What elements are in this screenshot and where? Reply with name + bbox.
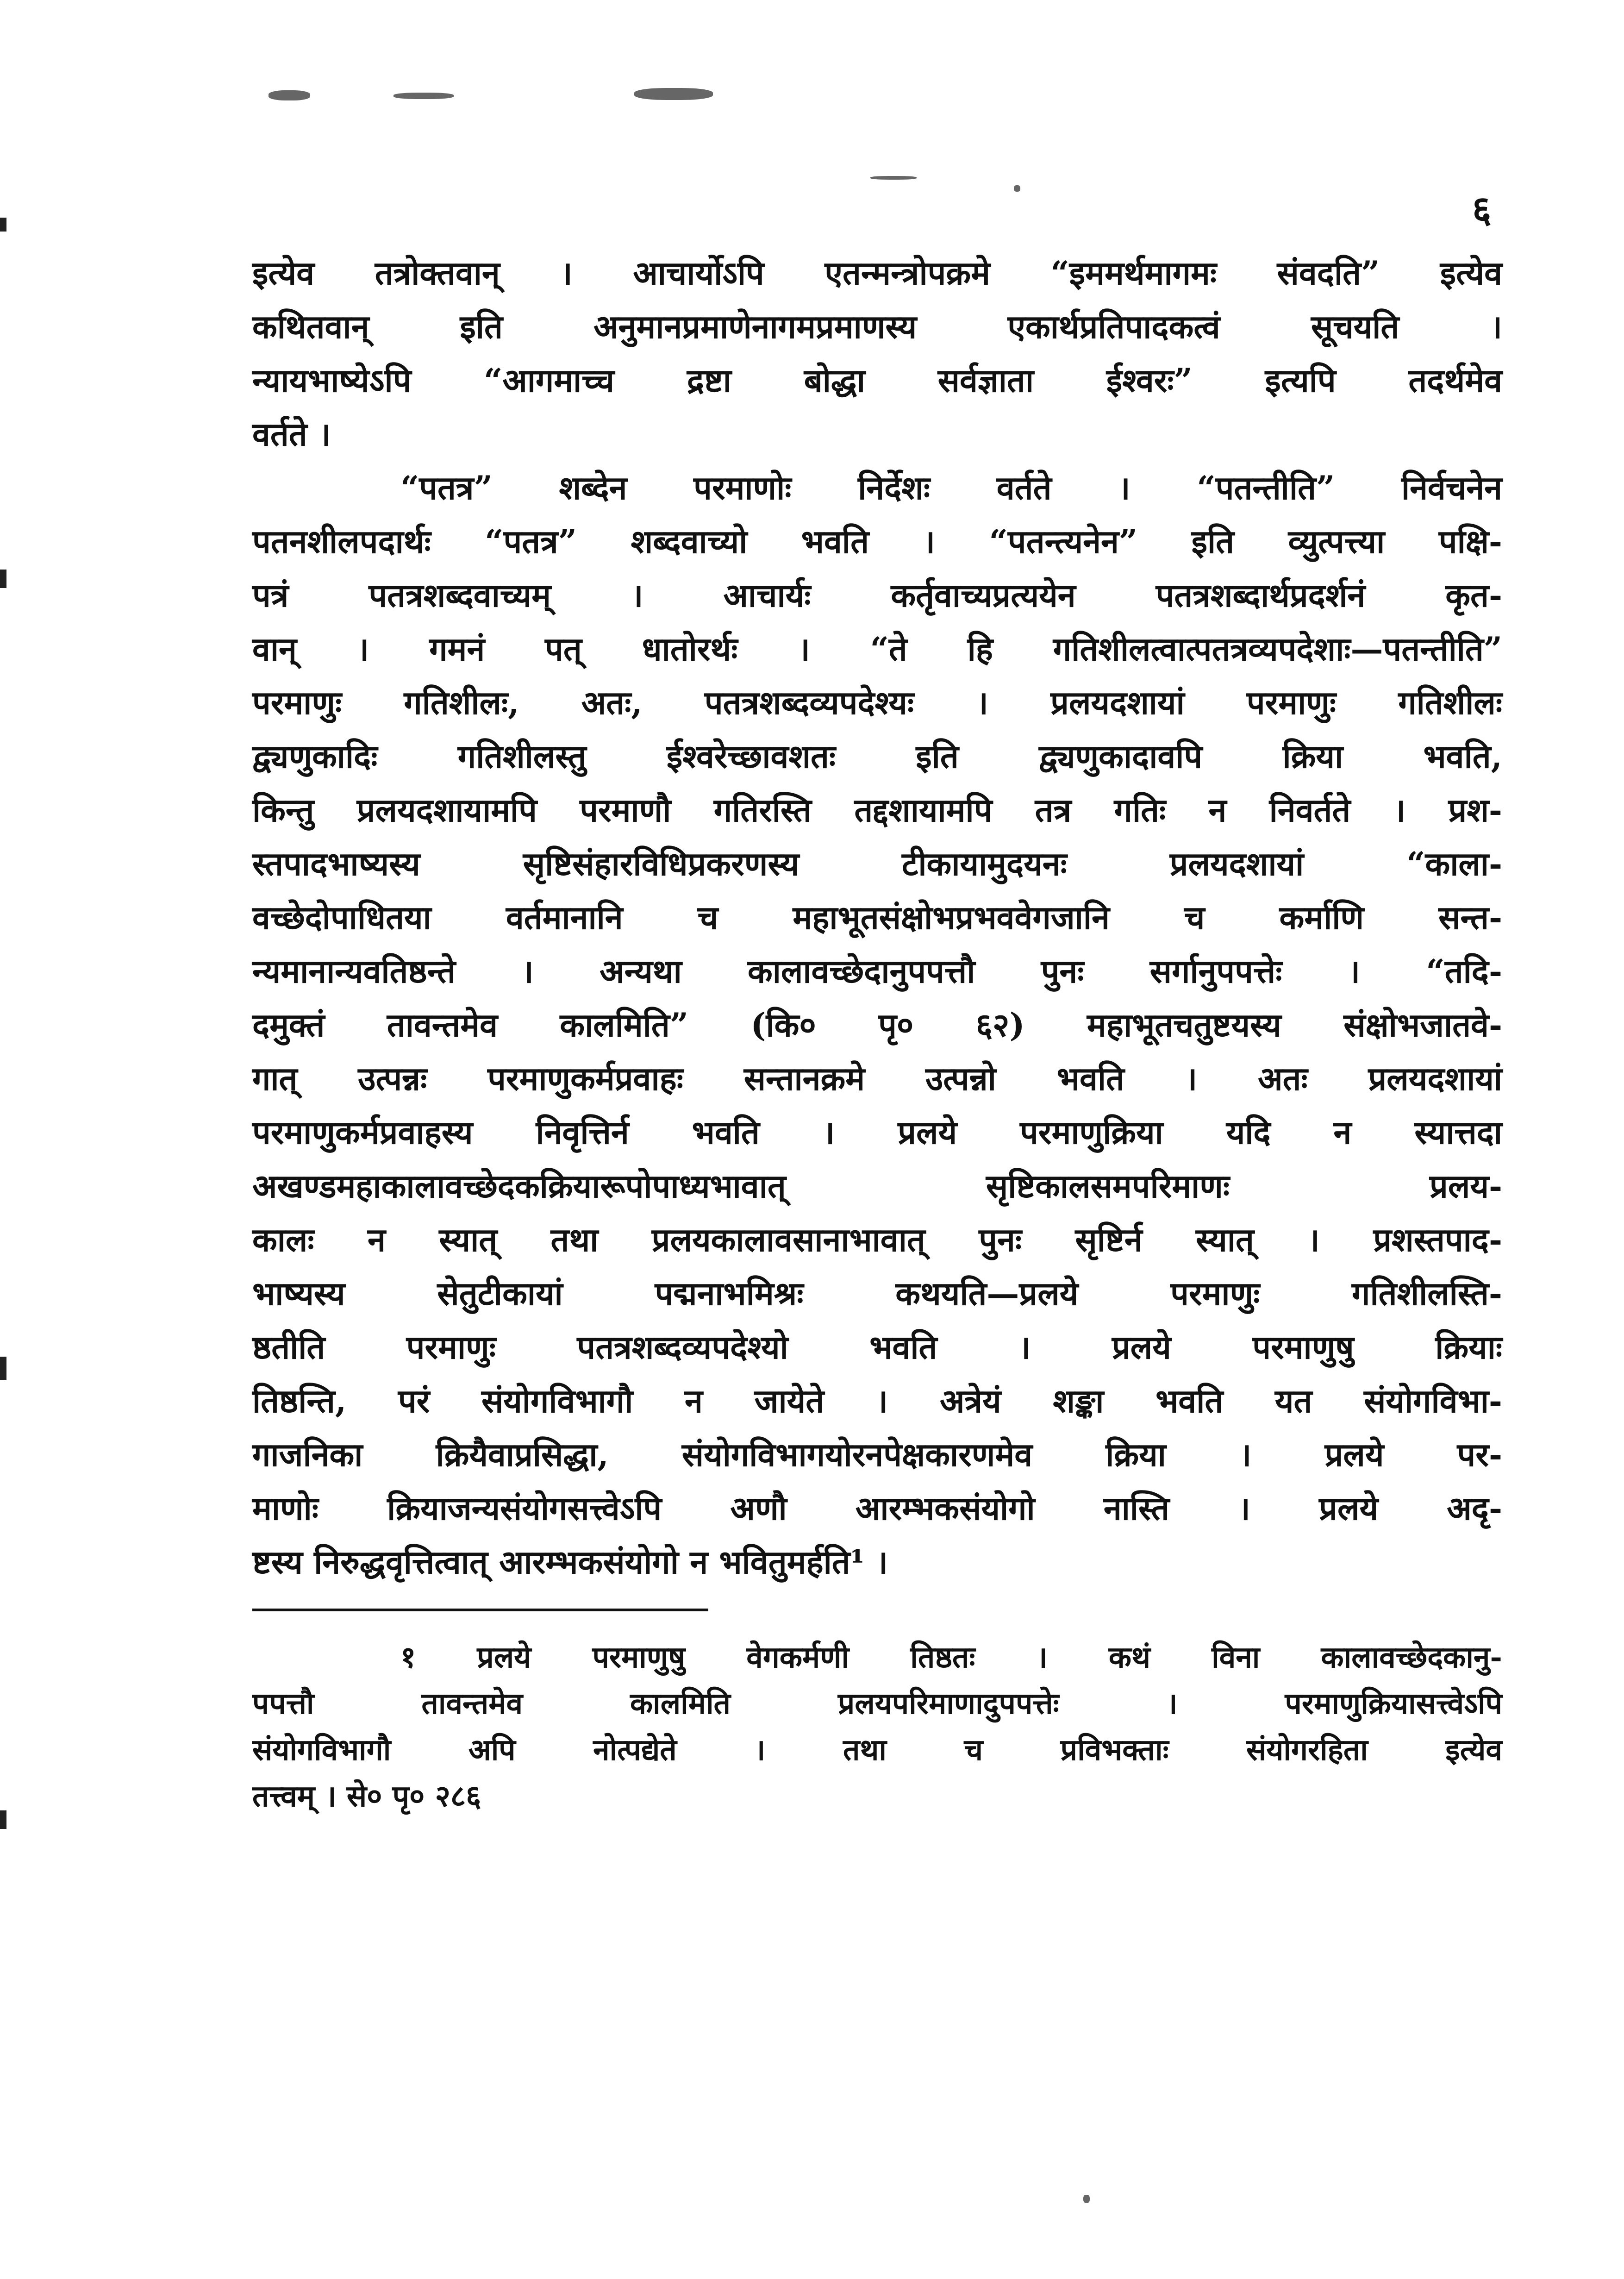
scan-smudge (870, 176, 917, 180)
text-line: वर्तते । (252, 415, 331, 453)
scan-smudge (1014, 185, 1020, 192)
text-line: अखण्डमहाकालावच्छेदकक्रियारूपोपाध्यभावात् सृष्टिकालसमपरिमाणः प्रलय- (252, 1167, 1502, 1205)
scan-smudge (634, 88, 713, 100)
text-line: परमाणुकर्मप्रवाहस्य निवृत्तिर्न भवति । प्रलये परमाणुक्रिया यदि न स्यात्तदा (252, 1113, 1502, 1152)
text-line: पत्रं पतत्रशब्दवाच्यम् । आचार्यः कर्तृवाच्यप्रत्ययेन पतत्रशब्दार्थप्रदर्शनं कृत- (252, 576, 1502, 614)
text-line: कथितवान् इति अनुमानप्रमाणेनागमप्रमाणस्य एकार्थप्रतिपादकत्वं सूचयति । (252, 307, 1502, 346)
text-line: वच्छेदोपाधितया वर्तमानानि च महाभूतसंक्षोभप्रभववेगजानि च कर्माणि सन्त- (252, 898, 1502, 937)
scan-edge-mark (0, 1810, 6, 1829)
scan-smudge (394, 93, 454, 99)
text-line: ष्ठतीति परमाणुः पतत्रशब्दव्यपदेश्यो भवति । प्रलये परमाणुषु क्रियाः (252, 1328, 1502, 1366)
text-line: भाष्यस्य सेतुटीकायां पद्मनाभमिश्रः कथयति—प्रलये परमाणुः गतिशीलस्ति- (252, 1274, 1502, 1313)
text-line: न्यमानान्यवतिष्ठन्ते । अन्यथा कालावच्छेदानुपपत्तौ पुनः सर्गानुपपत्तेः । “तदि- (252, 952, 1502, 990)
text-line: “पतत्र” शब्देन परमाणोः निर्देशः वर्तते । “पतन्तीति” निर्वचनेन (400, 469, 1502, 507)
text-line: द्व्यणुकादिः गतिशीलस्तु ईश्वरेच्छावशतः इति द्व्यणुकादावपि क्रिया भवति, (252, 737, 1502, 776)
scan-smudge (269, 90, 310, 100)
text-line: माणोः क्रियाजन्यसंयोगसत्त्वेऽपि अणौ आरम्भकसंयोगो नास्ति । प्रलये अदृ- (252, 1489, 1502, 1528)
text-line: परमाणुः गतिशीलः, अतः, पतत्रशब्दव्यपदेश्यः । प्रलयदशायां परमाणुः गतिशीलः (252, 683, 1502, 722)
scan-edge-mark (0, 570, 6, 588)
page-number: ६ (1472, 188, 1492, 231)
scan-edge-mark (0, 218, 6, 232)
footnote-separator (252, 1609, 708, 1611)
text-line: दमुक्तं तावन्तमेव कालमिति” (कि० पृ० ६२) महाभूतचतुष्टयस्य संक्षोभजातवे- (252, 1006, 1502, 1044)
footnote-line: तत्त्वम् । से० पृ० २८६ (252, 1779, 481, 1814)
text-line: स्तपादभाष्यस्य सृष्टिसंहारविधिप्रकरणस्य टीकायामुदयनः प्रलयदशायां “काला- (252, 845, 1502, 883)
text-line: गाजनिका क्रियैवाप्रसिद्धा, संयोगविभागयोरनपेक्षकारणमेव क्रिया । प्रलये पर- (252, 1435, 1502, 1474)
footnote-line: पपत्तौ तावन्तमेव कालमिति प्रलयपरिमाणादुपपत्तेः । परमाणुक्रियासत्त्वेऽपि (252, 1686, 1502, 1721)
text-line: तिष्ठन्ति, परं संयोगविभागौ न जायेते । अत्रेयं शङ्का भवति यत संयोगविभा- (252, 1382, 1502, 1420)
text-line: वान् । गमनं पत् धातोरर्थः । “ते हि गतिशीलत्वात्पतत्रव्यपदेशाः—पतन्तीति” (252, 630, 1502, 668)
scan-edge-mark (0, 1357, 6, 1380)
footnote-line: १ प्रलये परमाणुषु वेगकर्मणी तिष्ठतः । कथं विना कालावच्छेदकानु- (400, 1640, 1502, 1675)
footnote-line: संयोगविभागौ अपि नोत्पद्येते । तथा च प्रविभक्ताः संयोगरहिता इत्येव (252, 1733, 1502, 1767)
text-line: इत्येव तत्रोक्तवान् । आचार्योऽपि एतन्मन्त्रोपक्रमे “इममर्थमागमः संवदति” इत्येव (252, 254, 1502, 292)
text-line: न्यायभाष्येऽपि “आगमाच्च द्रष्टा बोद्धा सर्वज्ञाता ईश्वरः” इत्यपि तदर्थमेव (252, 361, 1502, 400)
text-line: किन्तु प्रलयदशायामपि परमाणौ गतिरस्ति तद्दशायामपि तत्र गतिः न निवर्तते । प्रश- (252, 791, 1502, 829)
text-line: ष्टस्य निरुद्धवृत्तित्वात् आरम्भकसंयोगो न भवितुमर्हति¹ । (252, 1543, 888, 1581)
text-line: गात् उत्पन्नः परमाणुकर्मप्रवाहः सन्तानक्रमे उत्पन्नो भवति । अतः प्रलयदशायां (252, 1059, 1502, 1098)
text-line: पतनशीलपदार्थः “पतत्र” शब्दवाच्यो भवति । “पतन्त्यनेन” इति व्युत्पत्त्या पक्षि- (252, 522, 1502, 561)
text-line: कालः न स्यात् तथा प्रलयकालावसानाभावात् पुनः सृष्टिर्न स्यात् । प्रशस्तपाद- (252, 1221, 1502, 1259)
scan-smudge (1083, 2195, 1090, 2203)
